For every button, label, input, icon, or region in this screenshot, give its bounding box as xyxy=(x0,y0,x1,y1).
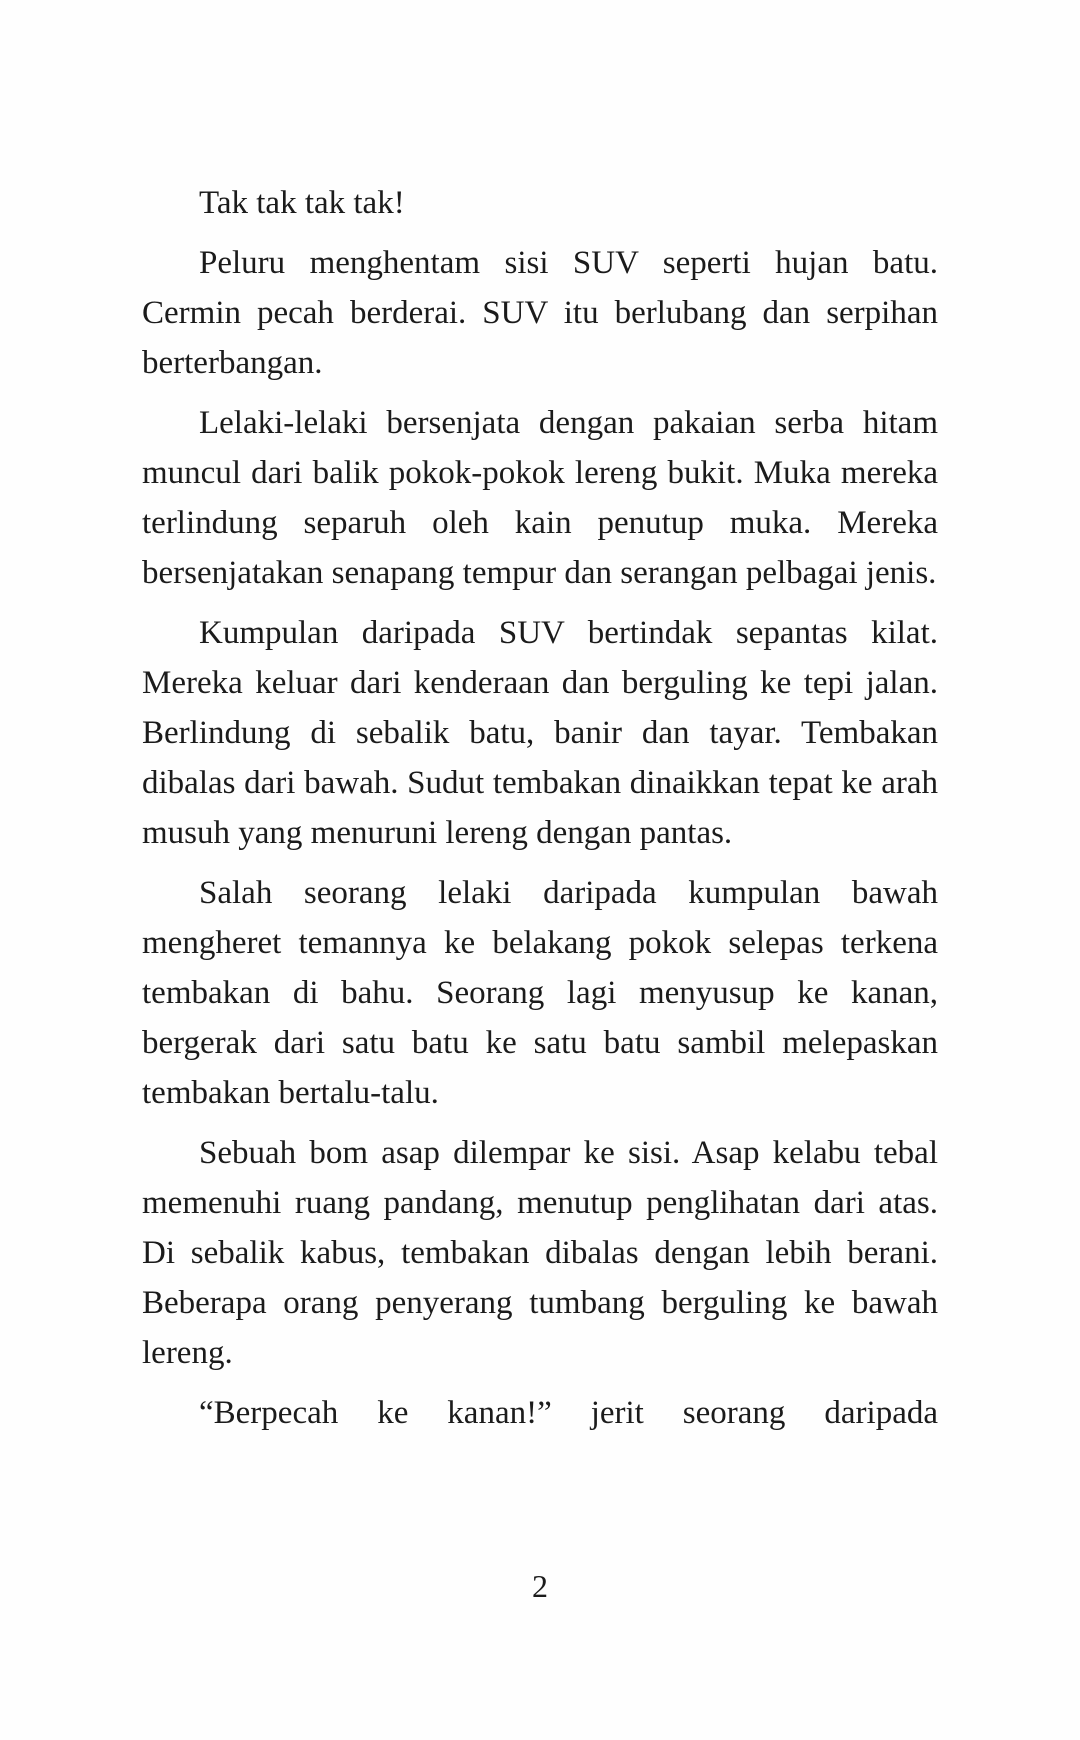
body-text xyxy=(142,178,938,1438)
paragraph-1: Tak tak tak tak! xyxy=(199,185,405,221)
paragraph-3: Lelaki-lelaki bersenjata dengan pakaian serba hitam muncul dari balik pokok-pokok lereng bukit. Muka mereka terlindung separuh oleh kain penutup muka. Mereka bersenjatakan senapang tempur dan serangan pelbagai jenis. xyxy=(142,405,938,591)
paragraph-4: Kumpulan daripada SUV bertindak sepantas kilat. Mereka keluar dari kenderaan dan berguling ke tepi jalan. Berlindung di sebalik batu, banir dan tayar. Tembakan dibalas dari bawah. Sudut tembakan dinaikkan tepat ke arah musuh yang menuruni lereng dengan pantas. xyxy=(142,615,938,851)
paragraph-2: Peluru menghentam sisi SUV seperti hujan batu. Cermin pecah berderai. SUV itu berlubang dan serpihan berterbangan. xyxy=(142,245,938,381)
paragraph-7: “Berpecah ke kanan!” jerit seorang daripada xyxy=(199,1395,938,1431)
page-number: 2 xyxy=(532,1568,548,1604)
paragraph-6: Sebuah bom asap dilempar ke sisi. Asap kelabu tebal memenuhi ruang pandang, menutup penglihatan dari atas. Di sebalik kabus, tembakan dibalas dengan lebih berani. Beberapa orang penyerang tumbang berguling ke bawah lereng. xyxy=(142,1135,938,1371)
paragraph-5: Salah seorang lelaki daripada kumpulan bawah mengheret temannya ke belakang pokok selepas terkena tembakan di bahu. Seorang lagi menyusup ke kanan, bergerak dari satu batu ke satu batu sambil melepaskan tembakan bertalu-talu. xyxy=(142,875,938,1111)
